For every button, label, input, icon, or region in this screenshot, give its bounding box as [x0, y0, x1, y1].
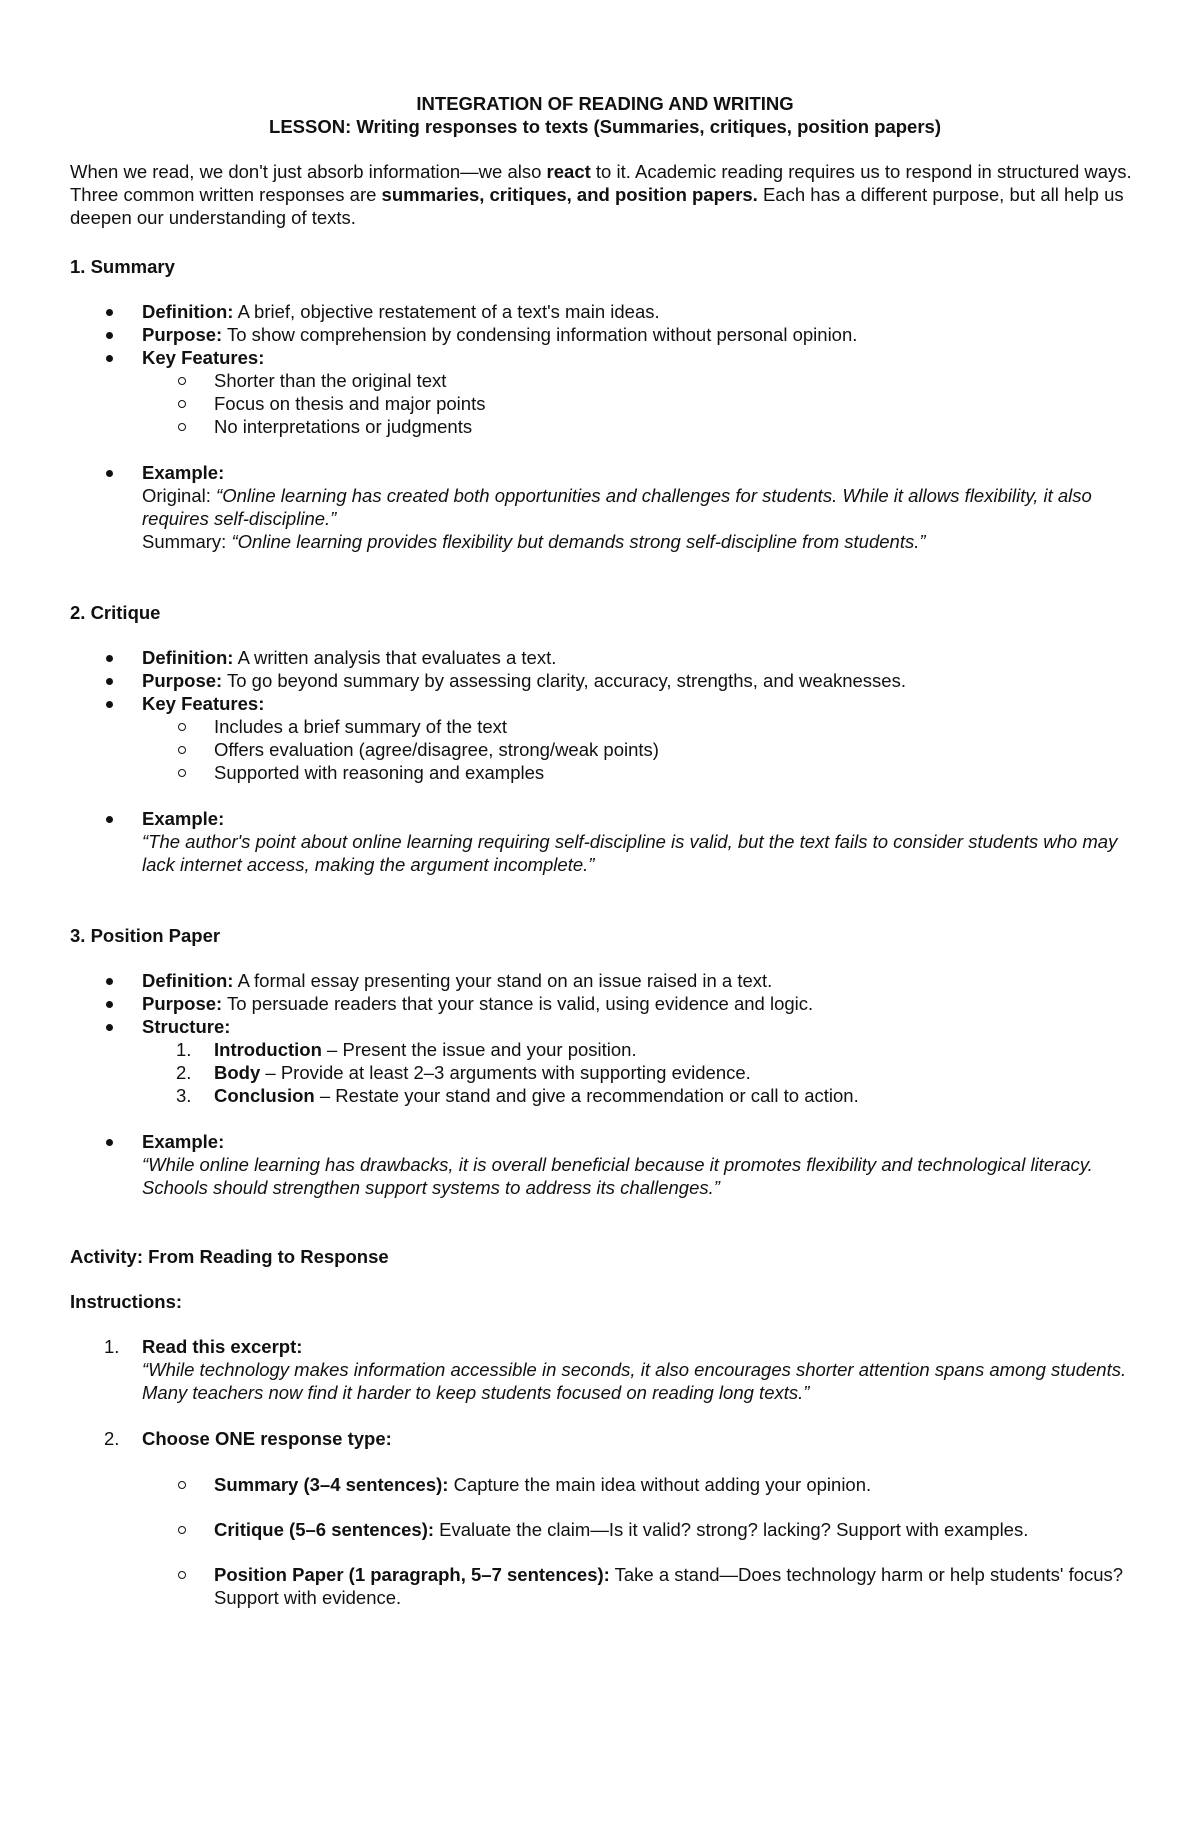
original-label: Original: — [142, 485, 217, 506]
list-number: 2. — [176, 1062, 192, 1083]
summary-key-features — [70, 346, 1140, 438]
list-item: Includes a brief summary of the text — [142, 715, 1140, 738]
summary-features-list — [142, 369, 1140, 438]
key-features-label: Key Features: — [142, 347, 265, 368]
step-label: Read this excerpt: — [142, 1336, 303, 1357]
definition-text: A formal essay presenting your stand on an issue raised in a text. — [233, 970, 773, 991]
course-title: INTEGRATION OF READING AND WRITING — [416, 93, 794, 114]
purpose-text: To persuade readers that your stance is valid, using evidence and logic. — [222, 993, 814, 1014]
position-structure — [70, 1015, 1140, 1107]
key-features-label: Key Features: — [142, 693, 265, 714]
summary-definition — [70, 300, 1140, 323]
purpose-label: Purpose: — [142, 670, 223, 691]
instruction-step-2 — [70, 1427, 1140, 1609]
original-text: “Online learning has created both opportunities and challenges for students. While it allows flexibility, it also requires self-discipline.” — [142, 485, 1092, 529]
definition-label: Definition: — [142, 301, 234, 322]
position-paper-heading: 3. Position Paper — [70, 925, 221, 946]
example-text: “While online learning has drawbacks, it is overall beneficial because it promotes flexibility and technological literacy. Schools should strengthen support systems to address its challenges.” — [142, 1154, 1093, 1198]
intro-bold-1: react — [546, 161, 591, 182]
definition-label: Definition: — [142, 970, 234, 991]
structure-text: – Restate your stand and give a recommendation or call to action. — [314, 1085, 859, 1106]
position-definition — [70, 969, 1140, 992]
choice-label: Summary (3–4 sentences): — [214, 1474, 449, 1495]
choice-text: Capture the main idea without adding your opinion. — [448, 1474, 872, 1495]
structure-label-intro: Introduction — [214, 1039, 322, 1060]
instructions-list — [70, 1335, 1140, 1609]
document-page — [70, 92, 1140, 1631]
list-item: No interpretations or judgments — [142, 415, 1140, 438]
instruction-step-1 — [70, 1335, 1140, 1404]
definition-label: Definition: — [142, 647, 234, 668]
structure-text: – Present the issue and your position. — [321, 1039, 637, 1060]
purpose-text: To go beyond summary by assessing clarity, accuracy, strengths, and weaknesses. — [222, 670, 906, 691]
activity-heading: Activity: From Reading to Response — [70, 1246, 389, 1267]
list-item — [142, 1563, 1140, 1609]
intro-paragraph — [70, 160, 1140, 229]
example-label: Example: — [142, 808, 225, 829]
example-label: Example: — [142, 1131, 225, 1152]
purpose-label: Purpose: — [142, 993, 223, 1014]
critique-heading: 2. Critique — [70, 602, 161, 623]
definition-text: A written analysis that evaluates a text. — [233, 647, 557, 668]
list-item — [142, 1038, 1140, 1061]
instructions-heading: Instructions: — [70, 1291, 183, 1312]
list-item — [142, 1473, 1140, 1496]
position-list — [70, 969, 1140, 1199]
lesson-title: LESSON: Writing responses to texts (Summaries, critiques, position papers) — [269, 116, 941, 137]
purpose-label: Purpose: — [142, 324, 223, 345]
response-type-list — [142, 1473, 1140, 1609]
example-text: “The author's point about online learning requiring self-discipline is valid, but the text fails to consider students who may lack internet access, making the argument incomplete.” — [142, 831, 1118, 875]
critique-key-features — [70, 692, 1140, 784]
position-purpose — [70, 992, 1140, 1015]
list-item: Shorter than the original text — [142, 369, 1140, 392]
list-item: Offers evaluation (agree/disagree, strong/weak points) — [142, 738, 1140, 761]
critique-definition — [70, 646, 1140, 669]
excerpt-text: “While technology makes information accessible in seconds, it also encourages shorter attention spans among students. Many teachers now find it harder to keep students focused on reading long texts.” — [142, 1359, 1127, 1403]
structure-label: Structure: — [142, 1016, 231, 1037]
structure-label-conclusion: Conclusion — [214, 1085, 315, 1106]
choice-text: Take a stand—Does technology harm or help students' focus? Support with evidence. — [214, 1564, 1124, 1608]
list-number: 1. — [176, 1039, 192, 1060]
position-example — [70, 1130, 1140, 1199]
list-item — [142, 1084, 1140, 1107]
critique-example — [70, 807, 1140, 876]
list-item: Focus on thesis and major points — [142, 392, 1140, 415]
structure-label-body: Body — [214, 1062, 261, 1083]
purpose-text: To show comprehension by condensing information without personal opinion. — [222, 324, 858, 345]
summary-heading: 1. Summary — [70, 256, 175, 277]
summary-label: Summary: — [142, 531, 232, 552]
example-label: Example: — [142, 462, 225, 483]
intro-text-2: to it. Academic reading requires us to respond in structured ways. Three common written responses are — [70, 161, 1132, 205]
list-number: 1. — [104, 1336, 120, 1357]
definition-text: A brief, objective restatement of a text's main ideas. — [233, 301, 660, 322]
summary-example — [70, 461, 1140, 553]
critique-features-list — [142, 715, 1140, 784]
critique-purpose — [70, 669, 1140, 692]
list-item — [142, 1518, 1140, 1541]
summary-list — [70, 300, 1140, 553]
step-label: Choose ONE response type: — [142, 1428, 392, 1449]
choice-text: Evaluate the claim—Is it valid? strong? lacking? Support with examples. — [434, 1519, 1029, 1540]
intro-text-1: When we read, we don't just absorb information—we also — [70, 161, 547, 182]
list-item — [142, 1061, 1140, 1084]
document-title — [70, 92, 1140, 138]
intro-bold-2: summaries, critiques, and position papers. — [381, 184, 758, 205]
summary-text: “Online learning provides flexibility but demands strong self-discipline from students.” — [231, 531, 926, 552]
structure-text: – Provide at least 2–3 arguments with supporting evidence. — [260, 1062, 751, 1083]
list-number: 2. — [104, 1428, 120, 1449]
critique-list — [70, 646, 1140, 876]
summary-purpose — [70, 323, 1140, 346]
intro-text-3: Each has a different purpose, but all help us deepen our understanding of texts. — [70, 184, 1124, 228]
choice-label: Critique (5–6 sentences): — [214, 1519, 435, 1540]
list-item: Supported with reasoning and examples — [142, 761, 1140, 784]
list-number: 3. — [176, 1085, 192, 1106]
structure-list — [142, 1038, 1140, 1107]
choice-label: Position Paper (1 paragraph, 5–7 sentences): — [214, 1564, 610, 1585]
